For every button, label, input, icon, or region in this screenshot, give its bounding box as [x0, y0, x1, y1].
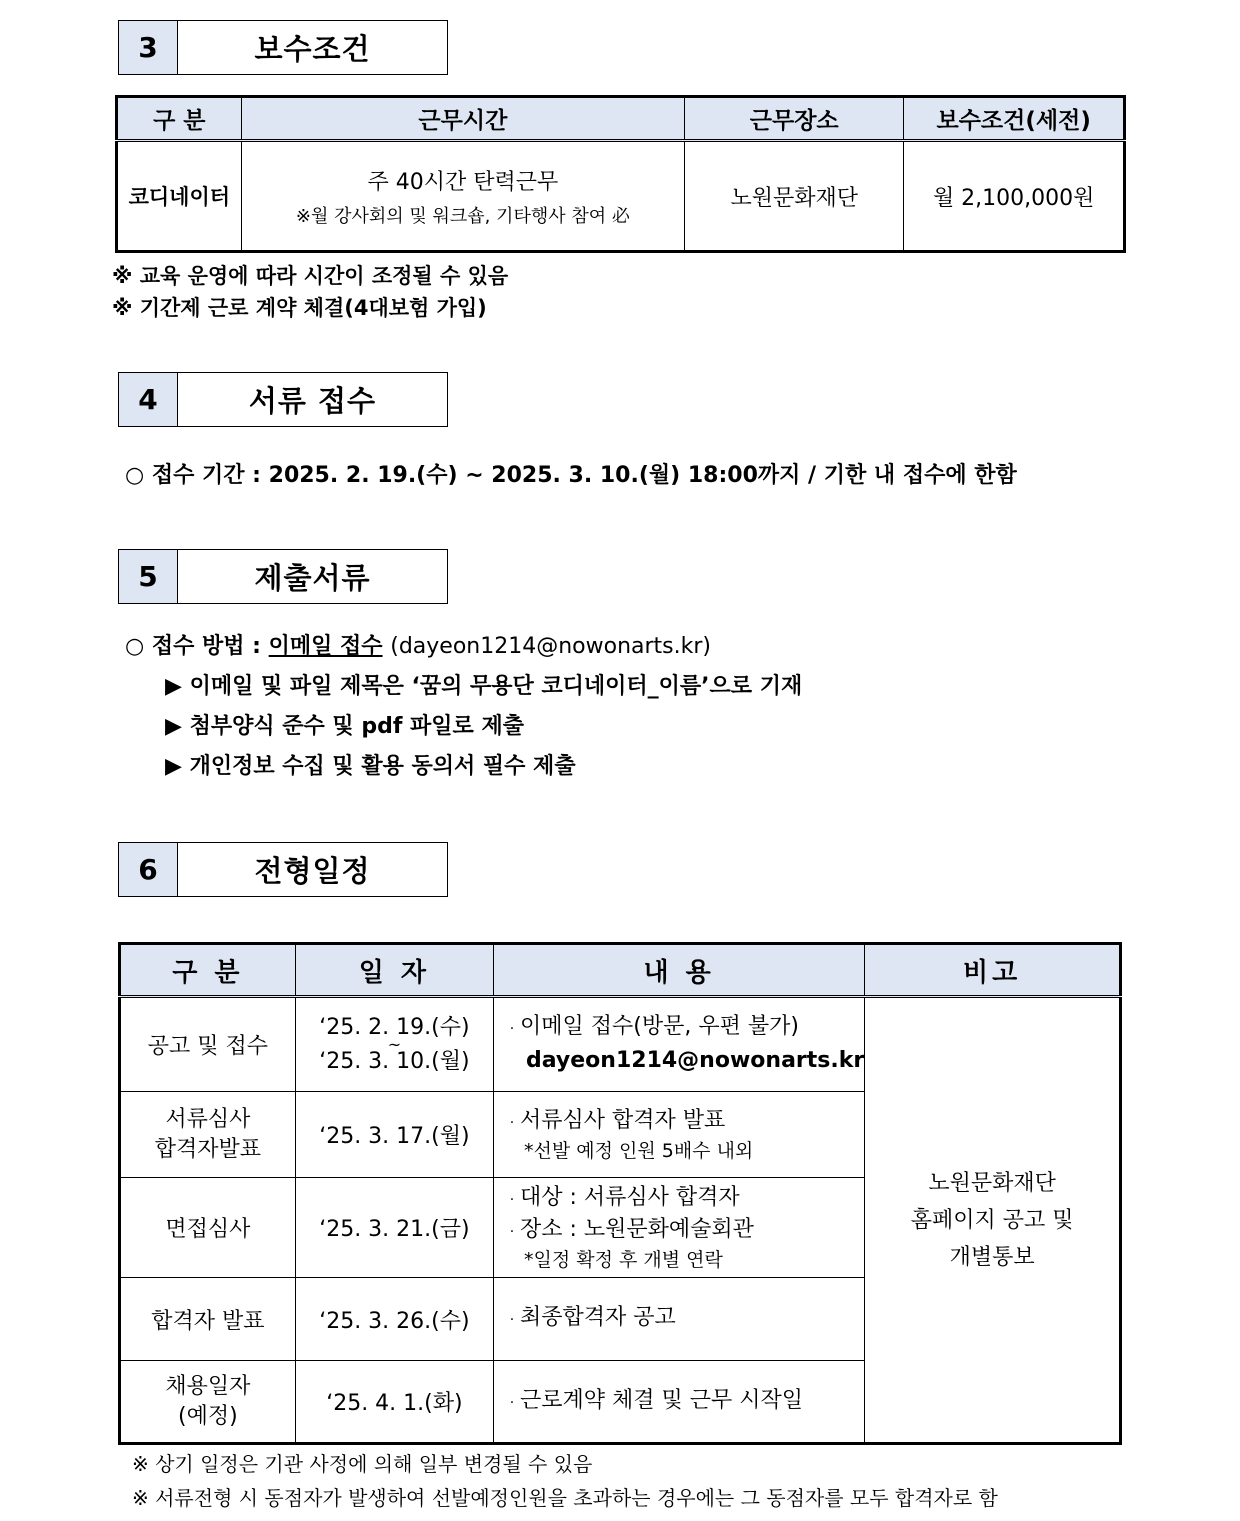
schedule-content-cell [494, 1178, 865, 1278]
schedule-date-end: ‘25. 3. 10.(월) [319, 1048, 470, 1074]
bullet-mark: · [509, 1191, 515, 1208]
section-4-header [118, 372, 448, 427]
section-title: 전형일정 [254, 854, 371, 888]
schedule-stage: 면접심사 [120, 1178, 296, 1278]
schedule-email[interactable]: dayeon1214@nowonarts.kr [526, 1047, 865, 1073]
pay-note-2: ※ 기간제 근로 계약 체결(4대보험 가입) [112, 296, 487, 320]
pay-header-place: 근무장소 [685, 97, 904, 141]
submit-email[interactable]: (dayeon1214@nowonarts.kr) [390, 634, 711, 659]
pay-hours-cell [241, 141, 684, 252]
schedule-table [118, 942, 1122, 1445]
schedule-content: 서류심사 합격자 발표 [520, 1107, 726, 1133]
schedule-stage: 채용일자 [165, 1373, 251, 1399]
section-number: 4 [119, 373, 178, 426]
footnote-1: ※ 상기 일정은 기관 사정에 의해 일부 변경될 수 있음 [132, 1452, 593, 1476]
pay-table-row [117, 141, 1125, 252]
schedule-content-cell [494, 1092, 865, 1178]
section-number: 5 [119, 550, 178, 603]
section-title: 서류 접수 [248, 384, 377, 418]
schedule-content-cell [494, 1278, 865, 1361]
schedule-stage: 합격자 발표 [120, 1278, 296, 1361]
bullet-mark: · [509, 1020, 515, 1037]
footnote-2: ※ 서류전형 시 동점자가 발생하여 선발예정인원을 초과하는 경우에는 그 동점자를 모두 합격자로 함 [132, 1486, 998, 1510]
schedule-note: *선발 예정 인원 5배수 내외 [524, 1139, 754, 1162]
schedule-date: ‘25. 3. 21.(금) [295, 1178, 493, 1278]
pay-amount: 월 2,100,000원 [904, 141, 1125, 252]
schedule-content: 최종합격자 공고 [520, 1305, 676, 1330]
pay-role: 코디네이터 [117, 141, 242, 252]
submit-method [125, 629, 711, 660]
schedule-date-cell [295, 997, 493, 1092]
pay-header-hours: 근무시간 [241, 97, 684, 141]
schedule-content-cell [494, 997, 865, 1092]
schedule-header-stage: 구 분 [120, 944, 296, 997]
pay-table [115, 95, 1126, 253]
schedule-header-date: 일 자 [295, 944, 493, 997]
submit-method-value: 이메일 접수 [268, 634, 383, 659]
schedule-date: ‘25. 4. 1.(화) [295, 1361, 493, 1444]
section-title: 보수조건 [254, 32, 371, 66]
schedule-note: *일정 확정 후 개별 연락 [524, 1248, 723, 1271]
submit-method-label: ○ 접수 방법 : [125, 634, 269, 659]
schedule-content: 이메일 접수(방문, 우편 불가) [520, 1013, 799, 1039]
schedule-stage: 서류심사 [165, 1106, 251, 1132]
schedule-content: 장소 : 노원문화예술회관 [520, 1216, 754, 1242]
bullet-mark: · [509, 1114, 515, 1131]
schedule-date: ‘25. 3. 17.(월) [295, 1092, 493, 1178]
pay-header-pay: 보수조건(세전) [904, 97, 1125, 141]
schedule-header-content: 내 용 [494, 944, 865, 997]
document-item: ▶ 이메일 및 파일 제목은 ‘꿈의 무용단 코디네이터_이름’으로 기재 [165, 674, 803, 699]
section-3-header [118, 20, 448, 75]
schedule-date-start: ‘25. 2. 19.(수) [319, 1014, 470, 1040]
schedule-stage-cell [120, 1092, 296, 1178]
schedule-content: 근로계약 체결 및 근무 시작일 [520, 1387, 803, 1413]
schedule-remark-2: 홈페이지 공고 및 [910, 1207, 1074, 1233]
schedule-header-row [120, 944, 1121, 997]
section-5-header [118, 549, 448, 604]
table-row [120, 997, 1121, 1092]
schedule-date: ‘25. 3. 26.(수) [295, 1278, 493, 1361]
section-title: 제출서류 [254, 561, 371, 595]
pay-table-header-row [117, 97, 1125, 141]
bullet-mark: · [509, 1312, 515, 1328]
bullet-mark: · [509, 1394, 515, 1411]
schedule-stage: (예정) [178, 1403, 238, 1429]
schedule-date-tilde: ~ [387, 1034, 402, 1054]
document-item: ▶ 첨부양식 준수 및 pdf 파일로 제출 [165, 714, 524, 739]
schedule-header-remark: 비고 [865, 944, 1121, 997]
schedule-remark-3: 개별통보 [949, 1244, 1035, 1270]
schedule-remark-cell [865, 997, 1121, 1444]
pay-header-category: 구 분 [117, 97, 242, 141]
pay-hours: 주 40시간 탄력근무 [367, 169, 559, 195]
schedule-content: 대상 : 서류심사 합격자 [520, 1184, 740, 1210]
schedule-stage: 공고 및 접수 [120, 997, 296, 1092]
bullet-mark: · [509, 1223, 515, 1240]
schedule-content-cell [494, 1361, 865, 1444]
pay-note-1: ※ 교육 운영에 따라 시간이 조정될 수 있음 [112, 264, 509, 288]
section-6-header [118, 842, 448, 897]
schedule-remark-1: 노원문화재단 [928, 1170, 1056, 1196]
section-number: 3 [119, 21, 178, 74]
schedule-stage-cell [120, 1361, 296, 1444]
section-number: 6 [119, 843, 178, 896]
pay-place: 노원문화재단 [685, 141, 904, 252]
receipt-period: ○ 접수 기간 : 2025. 2. 19.(수) ~ 2025. 3. 10.(월) 18:00까지 / 기한 내 접수에 한함 [125, 463, 1017, 488]
document-item: ▶ 개인정보 수집 및 활용 동의서 필수 제출 [165, 754, 576, 779]
pay-hours-note: ※월 강사회의 및 워크숍, 기타행사 참여 必 [295, 205, 630, 227]
schedule-stage: 합격자발표 [154, 1136, 262, 1162]
